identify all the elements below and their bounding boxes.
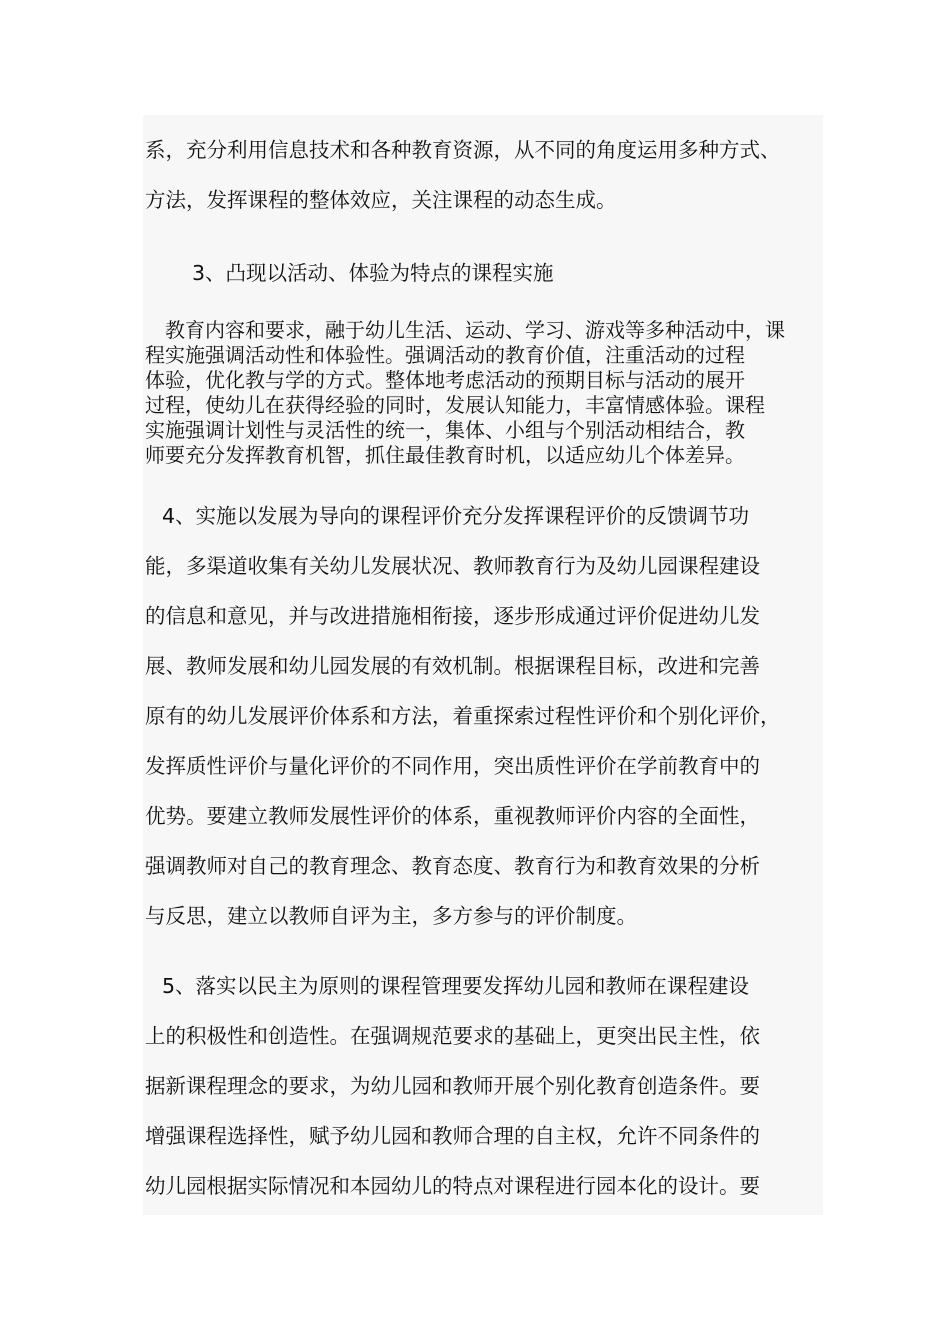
text-line: 幼儿园根据实际情况和本园幼儿的特点对课程进行园本化的设计。要 <box>145 1174 760 1198</box>
text-line: 师要充分发挥教育机智，抓住最佳教育时机，以适应幼儿个体差异。 <box>145 443 745 467</box>
text-line: 5、落实以民主为原则的课程管理要发挥幼儿园和教师在课程建设 <box>162 974 750 998</box>
text-line: 据新课程理念的要求，为幼儿园和教师开展个别化教育创造条件。要 <box>145 1074 760 1098</box>
text-line: 体验，优化教与学的方式。整体地考虑活动的预期目标与活动的展开 <box>145 368 745 392</box>
text-line: 4、实施以发展为导向的课程评价充分发挥课程评价的反馈调节功 <box>162 504 750 528</box>
text-line: 发挥质性评价与量化评价的不同作用，突出质性评价在学前教育中的 <box>145 754 760 778</box>
text-line: 系，充分利用信息技术和各种教育资源，从不同的角度运用多种方式、 <box>145 138 781 162</box>
text-line: 上的积极性和创造性。在强调规范要求的基础上，更突出民主性，依 <box>145 1024 760 1048</box>
text-line: 展、教师发展和幼儿园发展的有效机制。根据课程目标，改进和完善 <box>145 654 760 678</box>
text-line: 增强课程选择性，赋予幼儿园和教师合理的自主权，允许不同条件的 <box>145 1124 760 1148</box>
text-line: 强调教师对自己的教育理念、教育态度、教育行为和教育效果的分析 <box>145 854 760 878</box>
text-line: 与反思，建立以教师自评为主，多方参与的评价制度。 <box>145 904 637 928</box>
text-line: 的信息和意见，并与改进措施相衔接，逐步形成通过评价促进幼儿发 <box>145 604 760 628</box>
text-line: 方法，发挥课程的整体效应，关注课程的动态生成。 <box>145 188 617 212</box>
text-line: 实施强调计划性与灵活性的统一，集体、小组与个别活动相结合，教 <box>145 418 745 442</box>
text-line: 原有的幼儿发展评价体系和方法，着重探索过程性评价和个别化评价， <box>145 704 781 728</box>
text-line: 能，多渠道收集有关幼儿发展状况、教师教育行为及幼儿园课程建设 <box>145 554 760 578</box>
text-line: 过程，使幼儿在获得经验的同时，发展认知能力，丰富情感体验。课程 <box>145 393 765 417</box>
text-line: 优势。要建立教师发展性评价的体系，重视教师评价内容的全面性， <box>145 804 760 828</box>
text-line: 教育内容和要求，融于幼儿生活、运动、学习、游戏等多种活动中，课 <box>165 318 785 342</box>
section-heading-3: 3、凸现以活动、体验为特点的课程实施 <box>192 261 554 285</box>
text-line: 程实施强调活动性和体验性。强调活动的教育价值，注重活动的过程 <box>145 343 745 367</box>
